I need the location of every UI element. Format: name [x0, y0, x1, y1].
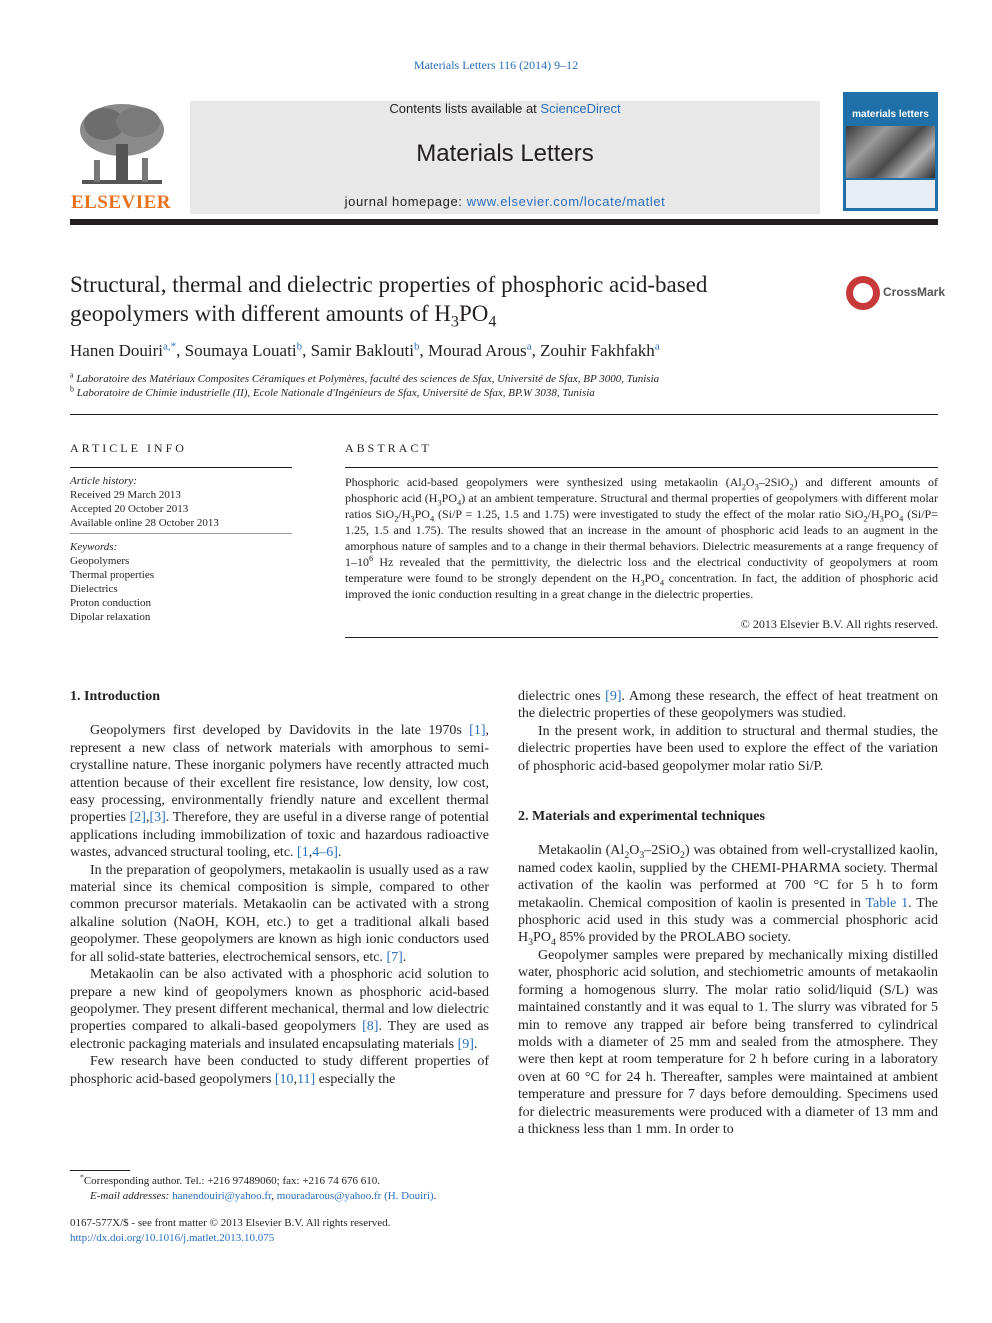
- homepage-link[interactable]: www.elsevier.com/locate/matlet: [466, 194, 666, 209]
- author-separator: ,: [531, 341, 541, 360]
- abstract-heading: ABSTRACT: [345, 441, 432, 455]
- crossmark-label: CrossMark: [883, 285, 946, 299]
- keyword: Proton conduction: [70, 597, 151, 609]
- affiliation-rule: [70, 414, 938, 415]
- author-affil-mark[interactable]: a: [526, 340, 532, 353]
- crossmark-icon: [846, 276, 880, 310]
- author-separator: ,: [419, 341, 428, 360]
- affiliation-text: Laboratoire de Chimie industrielle (II), Ecole Nationale d'Ingénieurs de Sfax, Université de Sfax, BP.W 3038, Tunisia: [76, 387, 595, 399]
- paragraph: In the present work, in addition to structural and thermal studies, the dielectric properties have been used to explore the effect of the variation of phosphoric acid-based geopolymer molar ratio Si/P.: [518, 723, 938, 774]
- footnote-rule: [70, 1170, 130, 1171]
- history-rule: [70, 533, 292, 534]
- affiliation-mark: b: [70, 384, 74, 394]
- paragraph: Few research have been conducted to study different properties of phosphoric acid-based geopolymers [10,11] especially the: [70, 1054, 489, 1087]
- author-affil-mark[interactable]: a,*: [163, 340, 177, 353]
- elsevier-logo: [70, 100, 172, 212]
- title-line-1: Structural, thermal and dielectric properties of phosphoric acid-based: [70, 272, 708, 297]
- journal-title: Materials Letters: [416, 140, 594, 167]
- ref-link[interactable]: [3]: [149, 810, 166, 826]
- table-link[interactable]: Table 1: [865, 895, 909, 911]
- sciencedirect-link[interactable]: ScienceDirect: [540, 101, 621, 116]
- keyword: Dipolar relaxation: [70, 611, 151, 623]
- keywords-label: Keywords:: [70, 541, 118, 553]
- right-column: [518, 688, 938, 1138]
- page-footer: [70, 1216, 500, 1246]
- ref-link[interactable]: [10: [274, 1071, 294, 1087]
- author-affil-mark[interactable]: a: [654, 340, 660, 353]
- paragraph: In the preparation of geopolymers, metakaolin is usually used as a raw material since its chemical composition is simple, compared to other common precursor materials. Metakaolin can be activated with a strong alkaline solution (NaOH, KOH, etc.) to get a traditional alkali based geopolymer. These geopolymers are known as high ionic conductors used for all solid-state batteries, electrochemical sensors, etc. [7].: [70, 862, 489, 965]
- email-link[interactable]: mouradarous@yahoo.fr: [276, 1190, 382, 1202]
- paragraph: dielectric ones [9]. Among these research, the effect of heat treatment on the dielectric properties of these geopolymers was studied.: [518, 689, 938, 722]
- title-sub-4: 4: [488, 313, 497, 331]
- author-name[interactable]: Samir Baklouti: [310, 341, 414, 360]
- title-sub-3: 3: [450, 313, 459, 331]
- author-separator: ,: [302, 341, 311, 360]
- ref-link[interactable]: [2]: [129, 810, 146, 826]
- ref-link[interactable]: [7]: [386, 949, 403, 965]
- author-separator: ,: [176, 341, 185, 360]
- abstract-text: Phosphoric acid-based geopolymers were synthesized using metakaolin $(Al_2O_3-2SiO_2)$ and different amounts of phosphoric acid $(H_3PO_4)$ at an ambient temperature. Structural and thermal properties of geopolymers with different molar ratios $SiO_2/H_3PO_4$ (Si/P = 1.25, 1.5 and 1.75) were investigated to study the effect of the molar ratio $SiO_2/H_3PO_4$ (Si/P= 1.25, 1.5 and 1.75). The results showed that an increase in the amount of phosphoric acid leads to an augment in the amorphous nature of samples and to a change in their thermal behaviors. Dielectric measurements at a range frequency of $1-10^6$ Hz revealed that the permittivity, the dielectric loss and the electrical conductivity of geopolymers at room temperature were found to be strongly dependent on the $H_3PO_4$ concentration. In fact, the addition of phosphoric acid improved the ionic conduction resulting in a great change in the dielectric properties.: [345, 475, 939, 601]
- header-rule: [70, 219, 938, 225]
- email-label: E-mail addresses:: [90, 1190, 170, 1202]
- ref-link[interactable]: [1]: [469, 723, 486, 739]
- journal-cover[interactable]: [843, 92, 938, 211]
- corresponding-author: *Corresponding author. Tel.: +216 97489060; fax: +216 74 676 610.: [80, 1172, 381, 1187]
- article-info-heading: ARTICLE INFO: [70, 441, 187, 455]
- affiliation-text: Laboratoire des Matériaux Composites Céramiques et Polymères, faculté des sciences de Sfax, Université de Sfax, BP 3000, Tunisia: [76, 373, 660, 385]
- homepage-line: [190, 194, 820, 209]
- keyword: Thermal properties: [70, 569, 154, 581]
- footnote: [70, 1174, 500, 1204]
- author-name[interactable]: Zouhir Fakhfakh: [540, 341, 655, 360]
- online-date: Available online 28 October 2013: [70, 517, 219, 529]
- abstract-copyright: © 2013 Elsevier B.V. All rights reserved.: [740, 617, 938, 631]
- abstract-end-rule: [345, 637, 938, 638]
- publisher-name: ELSEVIER: [70, 192, 172, 213]
- received-date: Received 29 March 2013: [70, 489, 181, 501]
- corresponding-text: Corresponding author. Tel.: +216 97489060; fax: +216 74 676 610.: [83, 1175, 381, 1187]
- left-column: [70, 688, 489, 1088]
- email-owner: (H. Douiri): [384, 1190, 434, 1202]
- homepage-prefix: journal homepage:: [344, 194, 467, 209]
- intro-heading: 1. Introduction: [70, 689, 160, 704]
- cover-image: [846, 126, 935, 178]
- ref-link[interactable]: 4–6]: [312, 845, 338, 861]
- accepted-date: Accepted 20 October 2013: [70, 503, 189, 515]
- paragraph: Geopolymers first developed by Davidovits in the late 1970s [1], represent a new class of network materials with amorphous to semi-crystalline nature. These inorganic polymers have recently attracted much attention because of their excellent fire resistance, low density, low cost, easy processing, environmentally friendly nature and excellent thermal properties [2],[3]. Therefore, they are useful in a diverse range of potential applications including immobilization of toxic and hazardous radioactive wastes, advanced structural tooling, etc. [1,4–6].: [70, 723, 489, 861]
- author-name[interactable]: Hanen Douiri: [70, 341, 164, 360]
- article-info-rule: [70, 467, 292, 468]
- affiliation-a: [70, 370, 930, 385]
- cover-footer: [846, 180, 935, 208]
- ref-link[interactable]: [9]: [457, 1036, 474, 1052]
- cover-title: materials letters: [852, 109, 929, 120]
- author-name[interactable]: Mourad Arous: [427, 341, 527, 360]
- paragraph: Metakaolin can be also activated with a phosphoric acid solution to prepare a new kind of geopolymers known as phosphoric acid-based geopolymer. They present different mechanical, thermal and low dielectric properties compared to alkali-based geopolymers [8]. They are used as electronic packaging materials and insulated encapsulating materials [9].: [70, 967, 489, 1052]
- author-name[interactable]: Soumaya Louati: [184, 341, 297, 360]
- doi-link[interactable]: http://dx.doi.org/10.1016/j.matlet.2013.10.075: [70, 1232, 275, 1244]
- tree-icon: [74, 100, 170, 190]
- author-list: [70, 341, 930, 361]
- ref-link[interactable]: 11]: [297, 1071, 316, 1087]
- contents-prefix: Contents lists available at: [389, 101, 541, 116]
- author-affil-mark[interactable]: b: [413, 340, 420, 353]
- keyword: Dielectrics: [70, 583, 118, 595]
- title-line-2: geopolymers with different amounts of H: [70, 301, 451, 326]
- materials-heading: 2. Materials and experimental techniques: [518, 809, 765, 825]
- email-line: E-mail addresses: hanendouiri@yahoo.fr, mouradarous@yahoo.fr (H. Douiri).: [90, 1190, 437, 1202]
- email-link[interactable]: hanendouiri@yahoo.fr: [172, 1190, 272, 1202]
- paper-title: [70, 270, 830, 331]
- affiliation-mark: a: [70, 370, 74, 380]
- author-affil-mark[interactable]: b: [296, 340, 303, 353]
- title-po: PO: [458, 301, 489, 326]
- history-label: Article history:: [70, 475, 137, 487]
- journal-citation[interactable]: Materials Letters 116 (2014) 9–12: [413, 58, 579, 72]
- crossmark-badge[interactable]: [846, 276, 946, 310]
- ref-link[interactable]: [1: [297, 845, 309, 861]
- issn-line: 0167-577X/$ - see front matter © 2013 Elsevier B.V. All rights reserved.: [70, 1217, 391, 1229]
- article-history: [70, 474, 292, 530]
- ref-link[interactable]: [8]: [362, 1019, 379, 1035]
- affiliation-b: [70, 384, 930, 399]
- ref-link[interactable]: [9]: [605, 689, 622, 704]
- paragraph: Metakaolin $(Al_2O_3-2SiO_2)$ was obtained from well-crystallized kaolin, named codex kaolin, supplied by the CHEMI-PHARMA society. Thermal activation of the kaolin was performed at 700 °C for 5 h to form metakaolin. Chemical composition of kaolin is presented in Table 1. The phosphoric acid used in this study was a commercial phosphoric acid $H_3PO_4$ 85% provided by the PROLABO society.: [518, 843, 939, 949]
- abstract-rule: [345, 467, 938, 468]
- paragraph: Geopolymer samples were prepared by mechanically mixing distilled water, phosphoric acid solution, and stechiometric amounts of metakaolin forming a homogenous slurry. The molar ratio solid/liquid (S/L) was maintained constantly and it was equal to 1. The slurry was vibrated for 5 min to remove any trapped air before being transferred to cylindrical molds with a diameter of 25 mm and sealed from the atmosphere. They were then kept at room temperature for 2 h before curing in a laboratory oven at 60 °C for 24 h. Thereafter, samples were maintained at ambient temperature and pressure for 7 days before demoulding. Specimens used for dielectric measurements were produced with a diameter of 13 mm and a thickness less than 1 mm. In order to: [518, 947, 938, 1137]
- keywords-block: [70, 540, 292, 624]
- contents-line: [190, 101, 820, 116]
- keyword: Geopolymers: [70, 555, 130, 567]
